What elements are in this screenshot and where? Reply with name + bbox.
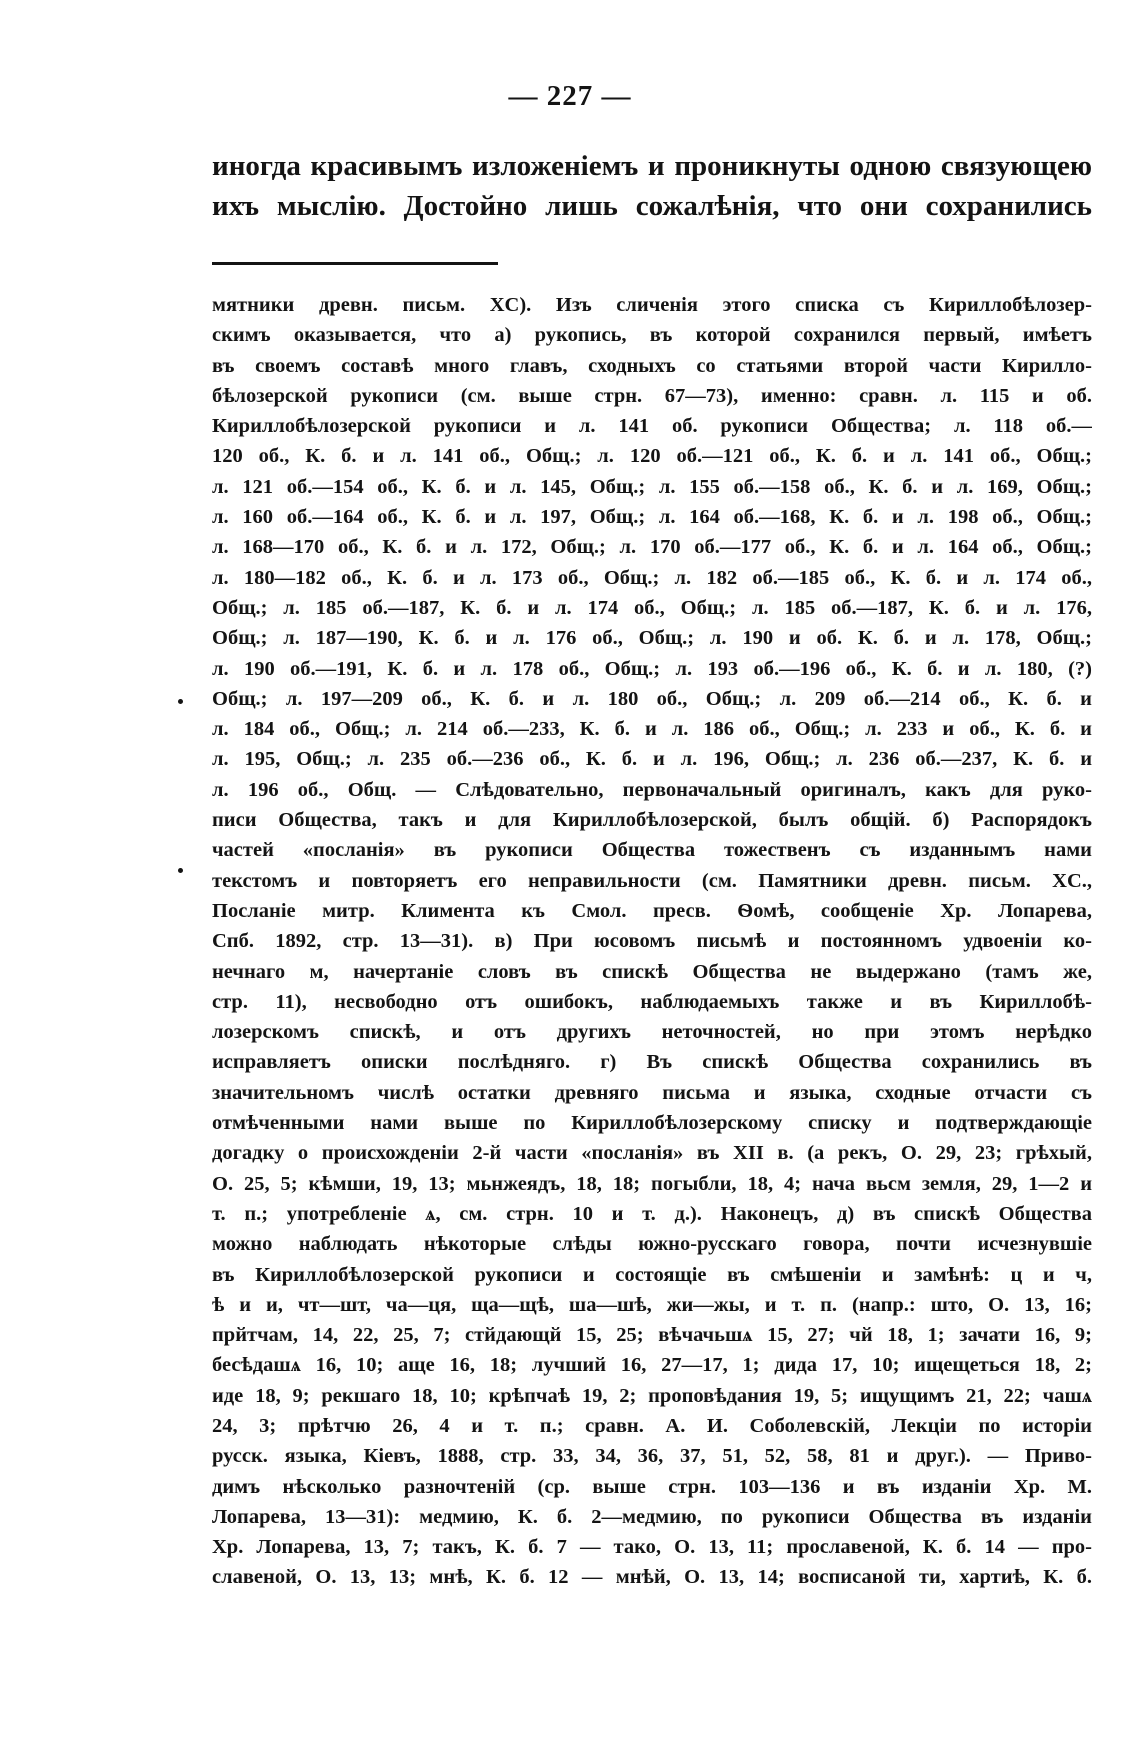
footnote-line: Спб. 1892, стр. 13—31). в) При юсовомъ письмѣ и постоянномъ удвоеніи ко- [212, 930, 1092, 953]
footnote-line: т. п.; употребленіе ѧ, см. стрн. 10 и т. д.). Наконецъ, д) въ спискѣ Общества [212, 1202, 1092, 1225]
footnote-line: иде 18, 9; рекшаго 18, 10; крѣпчаѣ 19, 2; проповѣдания 19, 5; ищущимъ 21, 22; чашѧ [212, 1384, 1092, 1407]
footnote-line: можно наблюдать нѣкоторые слѣды южно-русскаго говора, почти исчезнувшіе [212, 1233, 1092, 1256]
footnote-line: 120 об., К. б. и л. 141 об., Общ.; л. 120 об.—121 об., К. б. и л. 141 об., Общ.; [212, 445, 1092, 468]
margin-mark [178, 868, 183, 873]
footnote-line: русск. языка, Кіевъ, 1888, стр. 33, 34, 36, 37, 51, 52, 58, 81 и друг.). — Приво- [212, 1445, 1092, 1468]
footnote-line: О. 25, 5; кѣмши, 19, 13; мьнжеядъ, 18, 18; погыбли, 18, 4; нача вьсм земля, 29, 1—2 и [212, 1172, 1092, 1195]
footnote-line: исправляетъ описки послѣдняго. г) Въ спискѣ Общества сохранились въ [212, 1051, 1092, 1074]
footnote-line: Посланіе митр. Климента къ Смол. пресв. Ѳомѣ, сообщеніе Хр. Лопарева, [212, 899, 1092, 922]
footnote-line: славеной, О. 13, 13; мнѣ, К. б. 12 — мнѣй, О. 13, 14; восписаной ти, хартиѣ, К. б. [212, 1566, 1092, 1589]
footnote-line: Хр. Лопарева, 13, 7; такъ, К. б. 7 — тако, О. 13, 11; прославеной, К. б. 14 — про- [212, 1536, 1092, 1559]
footnote-line: л. 121 об.—154 об., К. б. и л. 145, Общ.; л. 155 об.—158 об., К. б. и л. 169, Общ.; [212, 475, 1092, 498]
footnote-line: Лопарева, 13—31): медмию, К. б. 2—медмию, по рукописи Общества въ изданіи [212, 1505, 1092, 1528]
footnote-line: писи Общества, такъ и для Кириллобѣлозерской, былъ общій. б) Распорядокъ [212, 809, 1092, 832]
footnote-separator [212, 262, 498, 265]
footnote-line: въ своемъ составѣ много главъ, сходныхъ со статьями второй части Кирилло- [212, 354, 1092, 377]
footnote-line: отмѣченными нами выше по Кириллобѣлозерскому списку и подтверждающіе [212, 1112, 1092, 1135]
main-text-line: ихъ мыслію. Достойно лишь сожалѣнія, что они сохранились [212, 190, 1092, 222]
footnote-line: Общ.; л. 185 об.—187, К. б. и л. 174 об., Общ.; л. 185 об.—187, К. б. и л. 176, [212, 596, 1092, 619]
footnote [212, 290, 1092, 1593]
footnote-line: л. 168—170 об., К. б. и л. 172, Общ.; л. 170 об.—177 об., К. б. и л. 164 об., Общ.; [212, 536, 1092, 559]
footnote-line: л. 160 об.—164 об., К. б. и л. 197, Общ.; л. 164 об.—168, К. б. и л. 198 об., Общ.; [212, 506, 1092, 529]
footnote-line: л. 180—182 об., К. б. и л. 173 об., Общ.; л. 182 об.—185 об., К. б. и л. 174 об., [212, 566, 1092, 589]
footnote-line: нечнаго м, начертаніе словъ въ спискѣ Общества не выдержано (тамъ же, [212, 960, 1092, 983]
footnote-line: 24, 3; прѣтчю 26, 4 и т. п.; сравн. А. И. Соболевскій, Лекціи по исторіи [212, 1414, 1092, 1437]
footnote-line: л. 196 об., Общ. — Слѣдовательно, первоначальный оригиналъ, какъ для руко- [212, 778, 1092, 801]
footnote-line: лозерскомъ спискѣ, и отъ другихъ неточностей, но при этомъ нерѣдко [212, 1021, 1092, 1044]
footnote-line: л. 184 об., Общ.; л. 214 об.—233, К. б. и л. 186 об., Общ.; л. 233 и об., К. б. и [212, 718, 1092, 741]
page-number: — 227 — [508, 80, 632, 112]
footnote-line: ѣ и и, чт—шт, ча—ця, ща—щѣ, ша—шѣ, жи—жы, и т. п. (напр.: што, О. 13, 16; [212, 1293, 1092, 1316]
footnote-line: димъ нѣсколько разночтеній (ср. выше стрн. 103—136 и въ изданіи Хр. М. [212, 1475, 1092, 1498]
footnote-line: въ Кириллобѣлозерской рукописи и состоящіе въ смѣшеніи и замѣнѣ: ц и ч, [212, 1263, 1092, 1286]
footnote-line: догадку о происхожденіи 2-й части «посланія» въ XII в. (а рекъ, О. 29, 23; грѣхый, [212, 1142, 1092, 1165]
footnote-line: прйтчам, 14, 22, 25, 7; стйдающй 15, 25; вѣчачьшѧ 15, 27; чй 18, 1; зачати 16, 9; [212, 1324, 1092, 1347]
footnote-line: бѣлозерской рукописи (см. выше стрн. 67—73), именно: сравн. л. 115 и об. [212, 384, 1092, 407]
footnote-line: стр. 11), несвободно отъ ошибокъ, наблюдаемыхъ также и въ Кириллобѣ- [212, 990, 1092, 1013]
footnote-line: значительномъ числѣ остатки древняго письма и языка, сходные отчасти съ [212, 1081, 1092, 1104]
margin-mark [178, 699, 183, 704]
main-text [212, 146, 1092, 226]
main-text-line: иногда красивымъ изложеніемъ и проникнуты одною связующею [212, 150, 1092, 182]
footnote-line: Общ.; л. 197—209 об., К. б. и л. 180 об., Общ.; л. 209 об.—214 об., К. б. и [212, 687, 1092, 710]
footnote-line: бесѣдашѧ 16, 10; аще 16, 18; лучший 16, 27—17, 1; дида 17, 10; ищещеться 18, 2; [212, 1354, 1092, 1377]
footnote-line: Общ.; л. 187—190, К. б. и л. 176 об., Общ.; л. 190 и об. К. б. и л. 178, Общ.; [212, 627, 1092, 650]
footnote-line: л. 195, Общ.; л. 235 об.—236 об., К. б. и л. 196, Общ.; л. 236 об.—237, К. б. и [212, 748, 1092, 771]
footnote-line: текстомъ и повторяетъ его неправильности (см. Памятники древн. письм. XC., [212, 869, 1092, 892]
footnote-line: мятники древн. письм. XC). Изъ сличенія этого списка съ Кириллобѣлозер- [212, 294, 1092, 316]
footnote-line: л. 190 об.—191, К. б. и л. 178 об., Общ.; л. 193 об.—196 об., К. б. и л. 180, (?) [212, 657, 1092, 680]
footnote-line: Кириллобѣлозерской рукописи и л. 141 об. рукописи Общества; л. 118 об.— [212, 415, 1092, 438]
footnote-line: скимъ оказывается, что а) рукопись, въ которой сохранился первый, имѣетъ [212, 324, 1092, 347]
footnote-line: частей «посланія» въ рукописи Общества тожественъ съ изданнымъ нами [212, 839, 1092, 862]
